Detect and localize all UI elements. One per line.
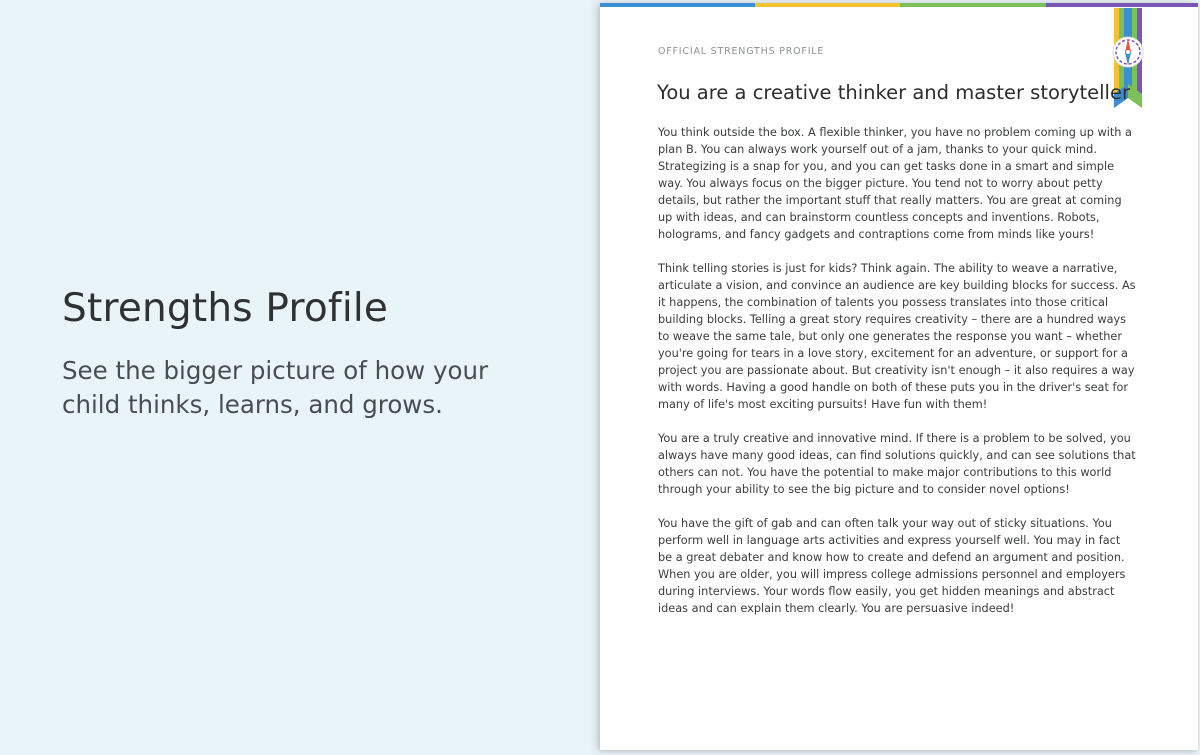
eyebrow-label: OFFICIAL STRENGTHS PROFILE: [658, 46, 825, 57]
stripe-blue: [600, 3, 755, 7]
body-paragraph: You are a truly creative and innovative mind. If there is a problem to be solved, you always have many good ideas, can find solutions quickly, and can see solutions that others can not. You have the potential to make major contributions to this world through your ability to see the big picture and to consider novel options!: [658, 432, 1136, 496]
body-paragraph: Think telling stories is just for kids? Think again. The ability to weave a narrative, articulate a vision, and convince an audience are key building blocks for success. As it happens, the combination of talents you possess translates into those critical building blocks. Telling a great story requires creativity – there are a hundred ways to weave the same tale, but only one generates the response you want – whether you're going for tears in a love story, excitement for an adventure, or support for a project you are passionate about. But creativity isn't enough – it also requires a way with words. Having a good handle on both of these puts you in the driver's seat for many of life's most exciting pursuits! Have fun with them!: [658, 262, 1136, 411]
body-paragraph: You have the gift of gab and can often talk your way out of sticky situations. You perform well in language arts activities and express yourself well. You may in fact be a great debater and know how to create and defend an argument and position. When you are older, you will impress college admissions personnel and employers during interviews. Your words flow easily, you get hidden meanings and abstract ideas and can explain them clearly. You are persuasive indeed!: [658, 517, 1126, 615]
section-heading: You are a creative thinker and master storyteller: [657, 81, 1130, 104]
profile-page: [600, 3, 1198, 750]
stripe-yellow: [755, 3, 900, 7]
stripe-green: [900, 3, 1046, 7]
body-paragraph: You think outside the box. A flexible thinker, you have no problem coming up with a plan B. You can always work yourself out of a jam, thanks to your quick mind. Strategizing is a snap for you, and you can get tasks done in a smart and simple way. You always focus on the bigger picture. You tend not to worry about petty details, but rather the important stuff that really matters. You are great at coming up with ideas, and can brainstorm countless concepts and inventions. Robots, holograms, and fancy gadgets and contraptions come from minds like yours!: [658, 126, 1132, 241]
hero-title: Strengths Profile: [62, 286, 389, 331]
color-stripe: [600, 3, 1198, 7]
stripe-purple: [1046, 3, 1198, 7]
profile-body: [658, 124, 1136, 634]
hero-subtitle: See the bigger picture of how your child thinks, learns, and grows.: [62, 356, 489, 419]
